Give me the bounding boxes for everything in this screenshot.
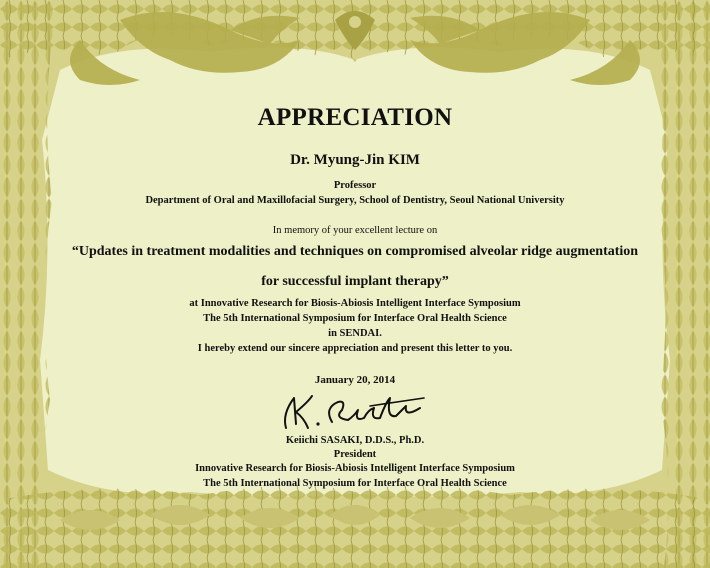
memory-line: In memory of your excellent lecture on <box>272 225 438 236</box>
event-line3: in SENDAI. <box>328 328 382 339</box>
signatory-org-line2: The 5th International Symposium for Interface Oral Health Science <box>203 478 507 489</box>
signatory-org-line1: Innovative Research for Biosis-Abiosis Intelligent Interface Symposium <box>195 463 515 474</box>
recipient-role: Professor <box>333 180 377 191</box>
event-line1: at Innovative Research for Biosis-Abiosis Intelligent Interface Symposium <box>189 298 521 309</box>
handwritten-signature-icon <box>272 388 432 436</box>
certificate-title: APPRECIATION <box>257 104 453 131</box>
lecture-title-line1: “Updates in treatment modalities and techniques on compromised alveolar ridge augmentation <box>71 244 639 259</box>
recipient-name: Dr. Myung-Jin KIM <box>290 152 420 168</box>
event-line2: The 5th International Symposium for Interface Oral Health Science <box>203 313 507 324</box>
certificate-date: January 20, 2014 <box>314 374 396 386</box>
signatory-name: Keiichi SASAKI, D.D.S., Ph.D. <box>285 435 425 446</box>
recipient-department: Department of Oral and Maxillofacial Surgery, School of Dentistry, Seoul National University <box>145 195 565 206</box>
appreciation-line: I hereby extend our sincere appreciation and present this letter to you. <box>197 343 513 354</box>
lecture-title-line2: for successful implant therapy” <box>261 274 449 289</box>
signatory-title: President <box>333 449 377 460</box>
